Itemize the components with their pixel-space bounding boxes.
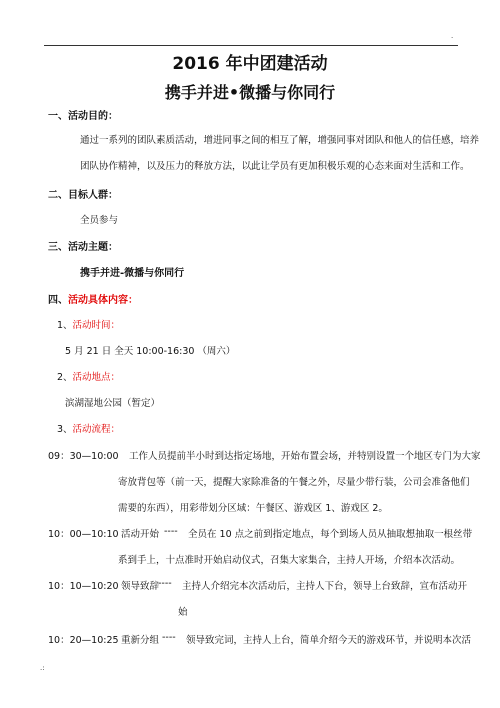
flow-label: 活动流程： [72, 424, 121, 435]
flow-item-1-line-3: 需要的东西），用彩带划分区域：午餐区、游戏区 1、游戏区 2。 [118, 503, 388, 514]
flow-item-2-line-2: 系到手上，十点准时开始启动仪式，召集大家集合，主持人开场，介绍本次活动。 [118, 555, 461, 566]
flow-item-4-dash: ---- [162, 632, 176, 643]
corner-mark-top: · [451, 34, 454, 42]
flow-number: 3、 [57, 424, 73, 435]
purpose-line-1: 通过一系列的团队素质活动，增进同事之间的相互了解，增强同事对团队和他人的信任感，培养 [80, 135, 480, 146]
flow-heading [57, 421, 120, 435]
flow-item-4-line-1: 领导致完词，主持人上台，简单介绍今天的游戏环节，并说明本次活 [186, 635, 472, 646]
time-number: 1、 [57, 320, 73, 331]
flow-item-3-time: 10：10—10:20 [48, 581, 119, 592]
flow-item-2-line-1: 全员在 10 点之前到指定地点，每个到场人员从抽取想抽取一根丝带 [188, 529, 473, 540]
flow-item-3-line-2: 始 [178, 607, 188, 618]
document-title: 2016 年中团建活动 [172, 54, 328, 74]
place-number: 2、 [57, 372, 73, 383]
section-theme-heading: 三、活动主题： [48, 242, 118, 253]
flow-item-2-name: 活动开始 [121, 529, 160, 540]
section-content-heading [48, 291, 138, 306]
place-label: 活动地点： [72, 372, 121, 383]
document-subtitle: 携手并进•微播与你同行 [164, 83, 336, 102]
flow-item-2-time: 10：00—10:10 [48, 529, 119, 540]
header-rule [44, 45, 458, 46]
flow-item-3-name: 领导致辞 [121, 581, 160, 592]
place-heading [57, 369, 120, 383]
theme-text: 携手并进-微播与你同行 [80, 268, 185, 279]
time-label: 活动时间： [72, 320, 121, 331]
section-content-title: 活动具体内容： [68, 295, 138, 306]
flow-item-3-dash: ---- [158, 578, 172, 589]
place-value: 滨湖湿地公园（暂定） [65, 398, 161, 409]
purpose-line-2: 团队协作精神，以及压力的释放方法，以此让学员有更加积极乐观的心态来面对生活和工作。 [80, 161, 470, 172]
flow-item-4-time: 10：20—10:25 [48, 635, 119, 646]
flow-item-1-line-2: 寄放背包等（前一天，提醒大家除准备的午餐之外，尽量少带行装，公司会准备他们 [118, 477, 470, 488]
section-audience-heading: 二、目标人群： [48, 190, 118, 201]
time-heading [57, 317, 120, 331]
section-purpose-heading: 一、活动目的： [48, 111, 118, 122]
corner-mark-bottom: .: [40, 664, 45, 672]
section-content-number: 四、 [48, 295, 68, 306]
audience-text: 全员参与 [80, 215, 119, 226]
flow-item-1-line-1: 工作人员提前半小时到达指定场地，开始布置会场，并特别设置一个地区专门为大家 [129, 451, 481, 462]
time-value: 5 月 21 日 全天 10:00-16:30 （周六） [65, 346, 236, 357]
flow-item-2-dash: ---- [164, 526, 178, 537]
flow-item-1-time: 09：30—10:00 [48, 451, 119, 462]
flow-item-4-name: 重新分组 [121, 635, 160, 646]
flow-item-3-line-1: 主持人介绍完本次活动后，主持人下台，领导上台致辞，宣布活动开 [182, 581, 468, 592]
